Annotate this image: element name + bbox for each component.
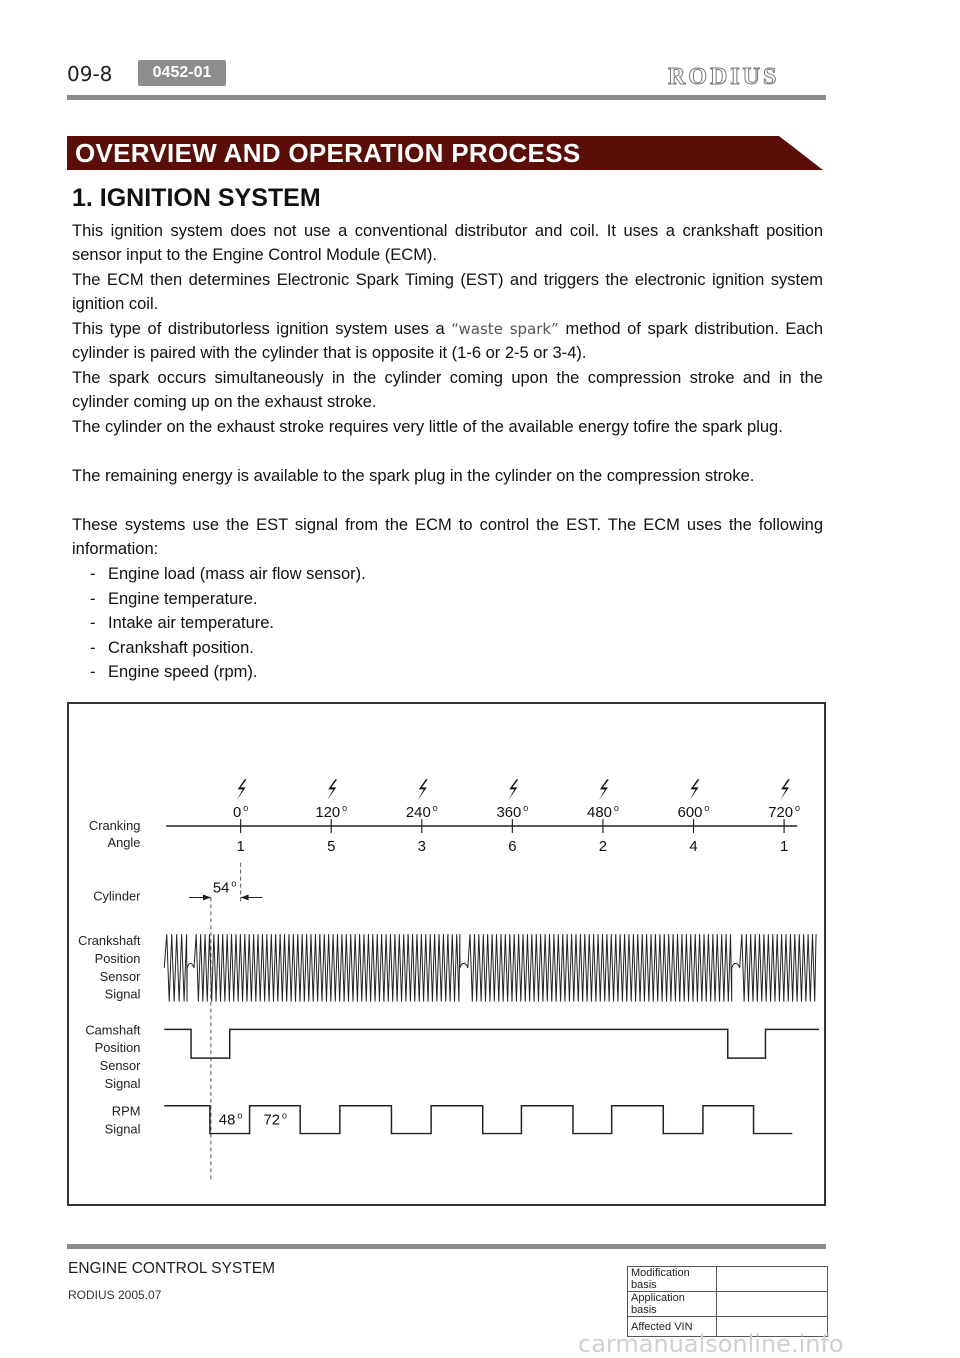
spark-icon [690,779,700,800]
section-title: 1. IGNITION SYSTEM [72,184,321,212]
paragraph-7: These systems use the EST signal from the ECM to control the EST. The ECM uses the following information: [72,516,823,559]
angle-label: 720 $^o$ [768,803,800,822]
cylinder-number: 3 [417,838,426,855]
paragraph-5: The cylinder on the exhaust stroke requires very little of the available energy tofire the spark plug. [72,418,783,436]
watermark: carmanualsonline.info [578,1330,844,1358]
cylinder-number: 6 [508,838,517,855]
camshaft-signal-label: Camshaft Position Sensor Signal [85,1022,141,1091]
list-item: - Intake air temperature. [90,614,274,632]
ignition-timing-diagram [67,702,826,1206]
cylinder-label: Cylinder [93,888,141,904]
list-item: - Engine speed (rpm). [90,663,258,681]
cylinder-number: 4 [689,838,698,855]
cylinder-number: 2 [598,838,608,855]
paragraph-4: The spark occurs simultaneously in the cylinder coming upon the compression stroke and in the cylinder coming up on the exhaust stroke. [72,369,823,412]
paragraph-1: This ignition system does not use a conventional distributor and coil. It uses a crankshaft position sensor input to the Engine Control Module (ECM). [72,222,823,265]
offset-arrowhead-left [203,894,211,900]
cranking-angle-label: Cranking Angle [88,817,141,850]
list-item: - Crankshaft position. [90,639,254,657]
crankshaft-position-waveform [164,934,816,1001]
spark-icon [780,779,790,800]
offset-arrowhead-right [241,894,249,900]
banner-title: OVERVIEW AND OPERATION PROCESS [75,138,581,168]
paragraph-6: The remaining energy is available to the spark plug in the cylinder on the compression stroke. [72,467,755,485]
angle-label: 240 $^o$ [405,803,438,822]
rpm-low-angle-label: 48 $^o$ [218,1110,243,1129]
waste-spark-quote: “waste spark” [451,320,559,338]
paragraph-3 [72,317,823,366]
rpm-high-angle-label: 72 $^o$ [263,1110,287,1129]
angle-label: 480 $^o$ [587,803,619,822]
spark-icon [327,779,337,800]
list-item: - Engine load (mass air flow sensor). [90,565,366,583]
cylinder-number: 5 [327,838,336,855]
crankshaft-signal-label: Crankshaft Position Sensor Signal [78,933,141,1002]
section-code-badge: 0452-01 [138,60,226,86]
spark-icon [237,779,247,800]
angle-label: 0 $^o$ [233,803,249,822]
footer-divider [67,1244,826,1249]
angle-label: 600 $^o$ [677,803,710,822]
header-divider [67,95,826,100]
rpm-waveform [164,1106,792,1134]
offset-angle-label: 54 $^o$ [212,878,237,897]
paragraph-3-start: This type of distributorless ignition system uses a [72,320,452,338]
table-row: Modification basis [628,1267,828,1292]
angle-label: 120 $^o$ [315,803,348,822]
camshaft-position-waveform [164,1029,819,1058]
paragraph-3-end: method of spark distribution. Each cylinder is paired with the cylinder that is opposite it (1-6 or 2-5 or 3-4). [72,320,823,363]
footer-title: ENGINE CONTROL SYSTEM [68,1260,275,1277]
table-row: Affected VIN [628,1317,828,1337]
footer-subtitle: RODIUS 2005.07 [68,1288,162,1302]
spark-icon [418,779,428,800]
list-item: - Engine temperature. [90,590,258,608]
rpm-signal-label: RPM Signal [104,1103,141,1137]
spark-icon [508,779,518,800]
table-row: Application basis [628,1292,828,1317]
angle-label: 360 $^o$ [496,803,529,822]
spark-icon [599,779,609,800]
page-number: 09-8 [67,62,113,86]
angle-ticks [233,779,800,854]
brand-logo: RODIUS [668,64,780,90]
paragraph-2: The ECM then determines Electronic Spark Timing (EST) and triggers the electronic ignition system ignition coil. [72,271,823,314]
cylinder-number: 1 [236,838,245,855]
cylinder-number: 1 [779,838,789,855]
modification-table [627,1266,828,1337]
